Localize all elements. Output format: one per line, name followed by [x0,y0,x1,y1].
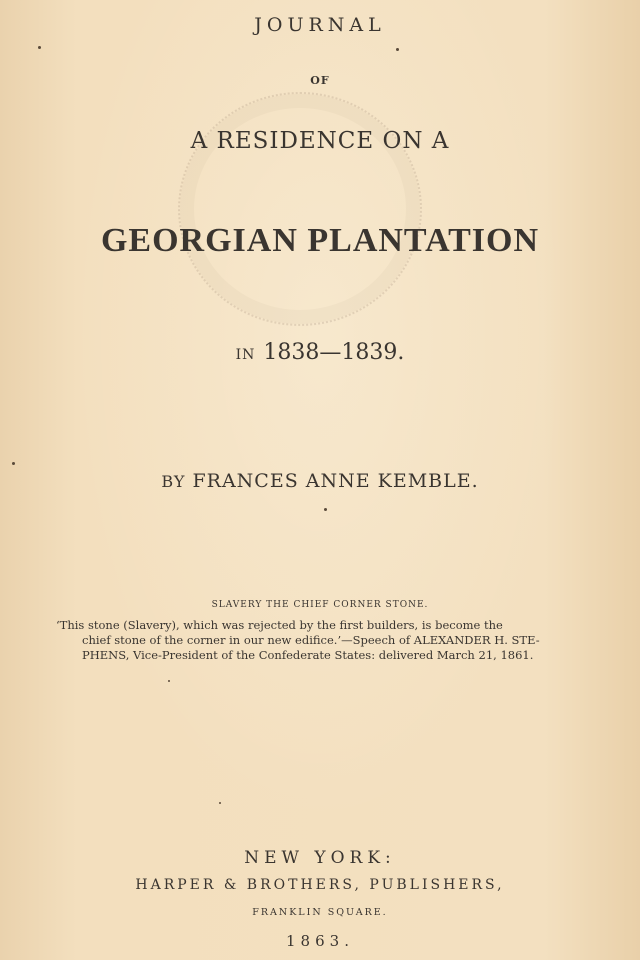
paper-speck [12,462,15,465]
epigraph-heading: SLAVERY THE CHIEF CORNER STONE. [211,600,429,610]
epigraph-line: PHENS, Vice-President of the Confederate States: delivered March 21, 1861. [82,648,534,662]
imprint-place: NEW YORK: [244,848,396,868]
author-line [0,470,640,492]
imprint-year: 1863. [286,932,354,950]
paper-speck [168,680,170,682]
paper-speck [219,802,221,804]
paper-speck [396,48,399,51]
title-journal: JOURNAL [254,14,386,36]
title-of: OF [310,74,330,87]
paper-speck [324,508,327,511]
epigraph-line: ‘This stone (Slavery), which was rejected by the first builders, is become the [56,618,503,632]
epigraph-line: chief stone of the corner in our new edifice.’—Speech of ALEXANDER H. STE- [82,633,540,647]
years-range: 1838—1839. [263,340,405,365]
author-name: FRANCES ANNE KEMBLE. [192,470,479,492]
title-residence: A RESIDENCE ON A [190,128,450,154]
imprint-square: FRANKLIN SQUARE. [252,907,388,918]
years-prefix: IN [235,347,256,363]
title-years [0,340,640,365]
paper-speck [38,46,41,49]
imprint-publisher: HARPER & BROTHERS, PUBLISHERS, [135,877,505,893]
title-plantation: GEORGIAN PLANTATION [100,222,540,259]
author-by: BY [161,472,186,491]
epigraph-quote [56,618,586,663]
